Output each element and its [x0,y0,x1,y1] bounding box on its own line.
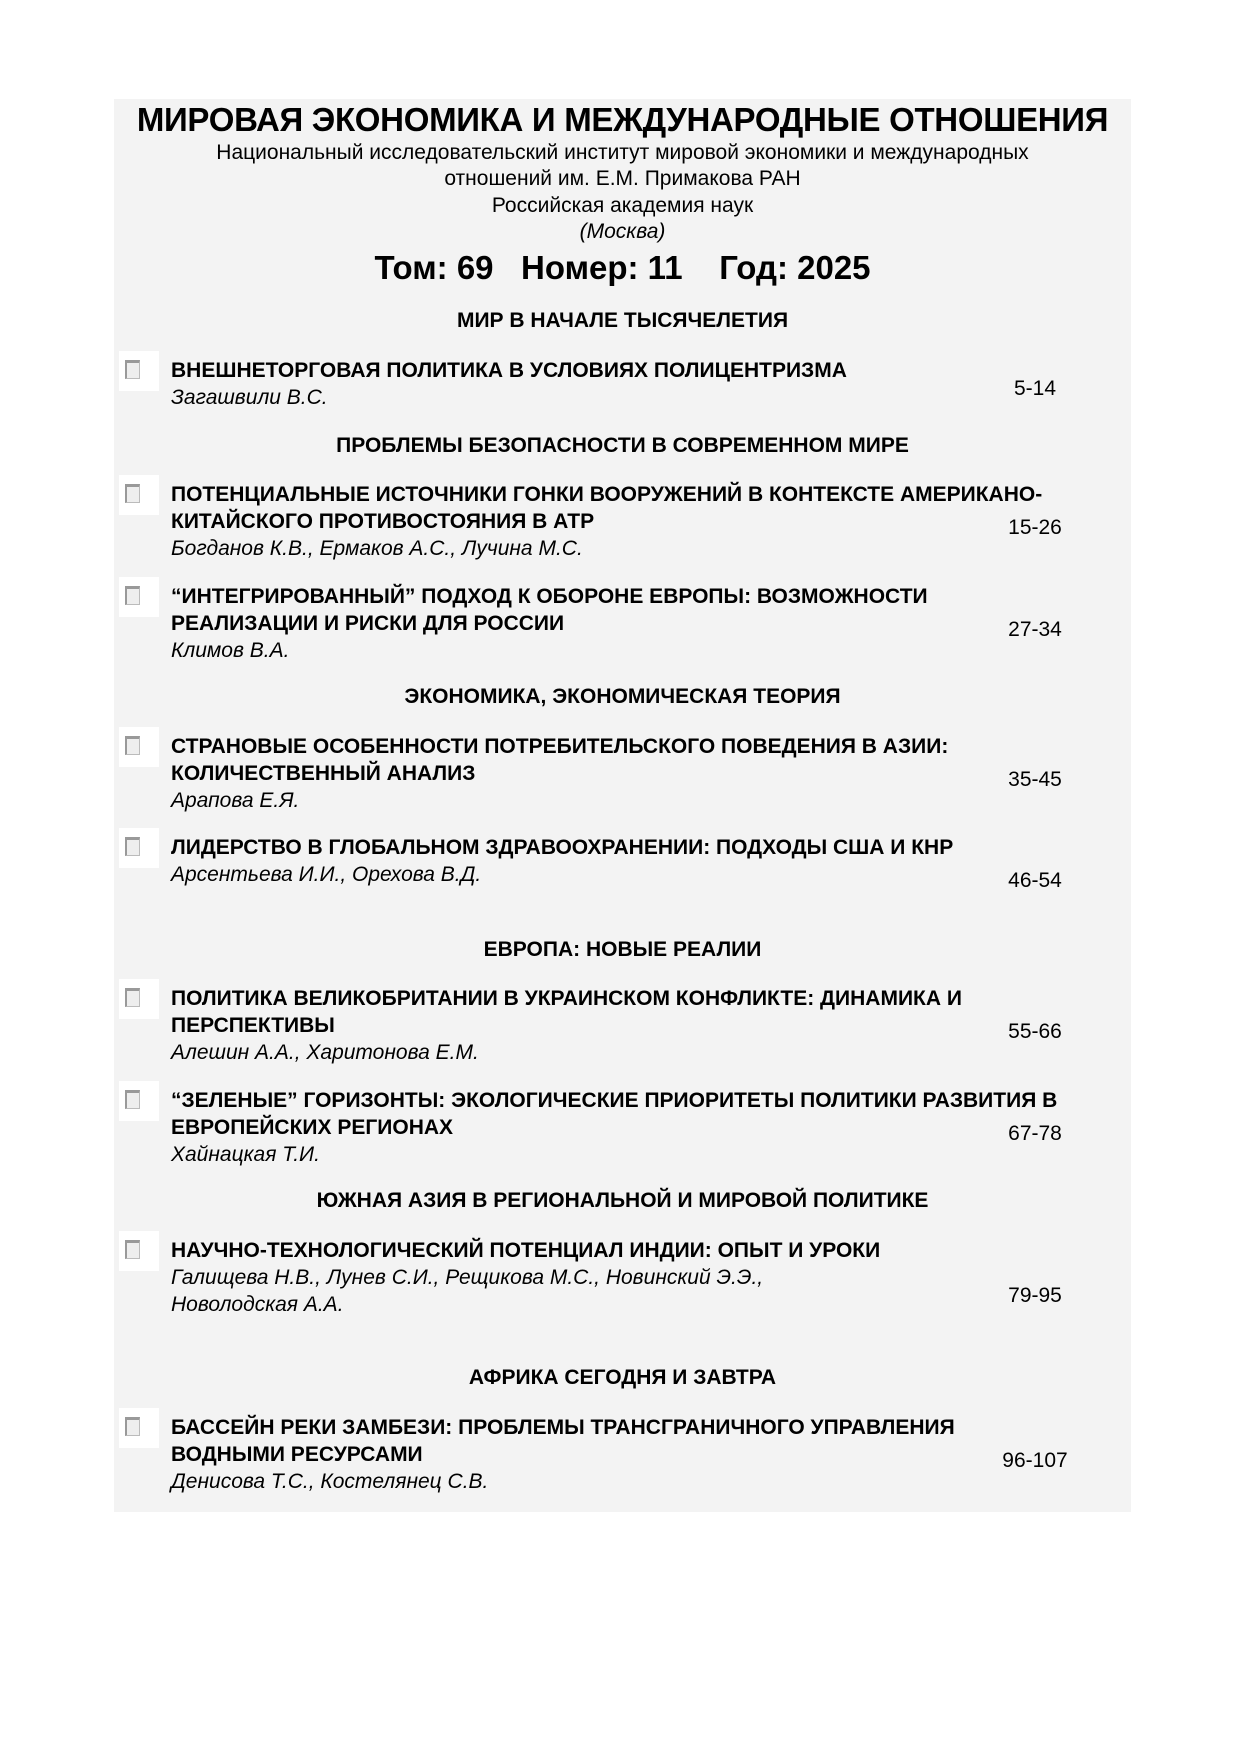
section-heading: ЮЖНАЯ АЗИЯ В РЕГИОНАЛЬНОЙ И МИРОВОЙ ПОЛИТИКЕ [316,1189,929,1212]
article-authors: Загашвили В.С. [171,386,328,409]
article-authors: Алешин А.А., Харитонова Е.М. [171,1041,479,1064]
article-title: БАССЕЙН РЕКИ ЗАМБЕЗИ: ПРОБЛЕМЫ ТРАНСГРАНИЧНОГО УПРАВЛЕНИЯ ВОДНЫМИ РЕСУРСАМИ [171,1416,955,1466]
article-link[interactable] [171,834,1071,888]
article-authors: Богданов К.В., Ермаков А.С., Лучина М.С. [171,537,583,560]
article-authors: Арапова Е.Я. [171,789,300,812]
article-title: СТРАНОВЫЕ ОСОБЕННОСТИ ПОТРЕБИТЕЛЬСКОГО ПОВЕДЕНИЯ В АЗИИ: КОЛИЧЕСТВЕННЫЙ АНАЛИЗ [171,735,949,785]
checkbox-icon[interactable] [119,828,159,868]
article-pages: 5-14 [1013,377,1057,400]
article-title: НАУЧНО-ТЕХНОЛОГИЧЕСКИЙ ПОТЕНЦИАЛ ИНДИИ: ОПЫТ И УРОКИ [171,1239,881,1262]
section-heading: МИР В НАЧАЛЕ ТЫСЯЧЕЛЕТИЯ [456,309,789,332]
article-link[interactable] [171,1087,1071,1168]
checkbox-icon[interactable] [119,475,159,515]
checkbox-icon[interactable] [119,1081,159,1121]
article-link[interactable] [171,357,1071,411]
article-link[interactable] [171,985,1071,1066]
article-title: ПОТЕНЦИАЛЬНЫЕ ИСТОЧНИКИ ГОНКИ ВООРУЖЕНИЙ В КОНТЕКСТЕ АМЕРИКАНО-КИТАЙСКОГО ПРОТИВОСТОЯНИЯ В АТР [171,483,1043,533]
checkbox-icon[interactable] [119,351,159,391]
institute-line-1: Национальный исследовательский институт мировой экономики и международных [216,141,1029,164]
article-link[interactable] [171,481,1071,562]
article-title: ЛИДЕРСТВО В ГЛОБАЛЬНОМ ЗДРАВООХРАНЕНИИ: ПОДХОДЫ США И КНР [171,836,954,859]
institute-line-2: отношений им. Е.М. Примакова РАН [444,167,801,190]
article-pages: 79-95 [1008,1284,1062,1307]
article-pages: 67-78 [1008,1122,1062,1145]
checkbox-icon[interactable] [119,577,159,617]
checkbox-icon[interactable] [119,979,159,1019]
article-authors: Арсентьева И.И., Орехова В.Д. [171,863,482,886]
issue-info: Том: 69 Номер: 11 Год: 2025 [374,249,871,286]
article-pages: 96-107 [1002,1449,1068,1472]
academy: Российская академия наук [491,194,754,217]
article-title: ПОЛИТИКА ВЕЛИКОБРИТАНИИ В УКРАИНСКОМ КОНФЛИКТЕ: ДИНАМИКА И ПЕРСПЕКТИВЫ [171,987,962,1037]
article-title: “ЗЕЛЕНЫЕ” ГОРИЗОНТЫ: ЭКОЛОГИЧЕСКИЕ ПРИОРИТЕТЫ ПОЛИТИКИ РАЗВИТИЯ В ЕВРОПЕЙСКИХ РЕГИОНАХ [171,1089,1058,1139]
section-heading: ЭКОНОМИКА, ЭКОНОМИЧЕСКАЯ ТЕОРИЯ [404,685,841,708]
article-authors: Хайнацкая Т.И. [171,1143,320,1166]
checkbox-icon[interactable] [119,1408,159,1448]
article-title: “ИНТЕГРИРОВАННЫЙ” ПОДХОД К ОБОРОНЕ ЕВРОПЫ: ВОЗМОЖНОСТИ РЕАЛИЗАЦИИ И РИСКИ ДЛЯ РОССИИ [171,585,928,635]
article-pages: 35-45 [1008,768,1062,791]
article-title: ВНЕШНЕТОРГОВАЯ ПОЛИТИКА В УСЛОВИЯХ ПОЛИЦЕНТРИЗМА [171,359,847,382]
article-pages: 15-26 [1008,516,1062,539]
checkbox-icon[interactable] [119,1231,159,1271]
article-authors: Денисова Т.С., Костелянец С.В. [171,1470,489,1493]
section-heading: ПРОБЛЕМЫ БЕЗОПАСНОСТИ В СОВРЕМЕННОМ МИРЕ [336,434,909,457]
article-pages: 55-66 [1008,1020,1062,1043]
section-heading: АФРИКА СЕГОДНЯ И ЗАВТРА [468,1366,777,1389]
article-pages: 27-34 [1008,618,1062,641]
journal-title: МИРОВАЯ ЭКОНОМИКА И МЕЖДУНАРОДНЫЕ ОТНОШЕНИЯ [136,101,1109,138]
article-link[interactable] [171,1237,891,1318]
article-link[interactable] [171,1414,1071,1495]
section-heading: ЕВРОПА: НОВЫЕ РЕАЛИИ [483,938,762,961]
article-link[interactable] [171,583,1071,664]
article-link[interactable] [171,733,1071,814]
city: (Москва) [579,220,666,243]
checkbox-icon[interactable] [119,727,159,767]
article-authors: Галищева Н.В., Лунев С.И., Рещикова М.С., Новинский Э.Э., Новолодская А.А. [171,1266,764,1316]
article-pages: 46-54 [1008,869,1062,892]
article-authors: Климов В.А. [171,639,290,662]
